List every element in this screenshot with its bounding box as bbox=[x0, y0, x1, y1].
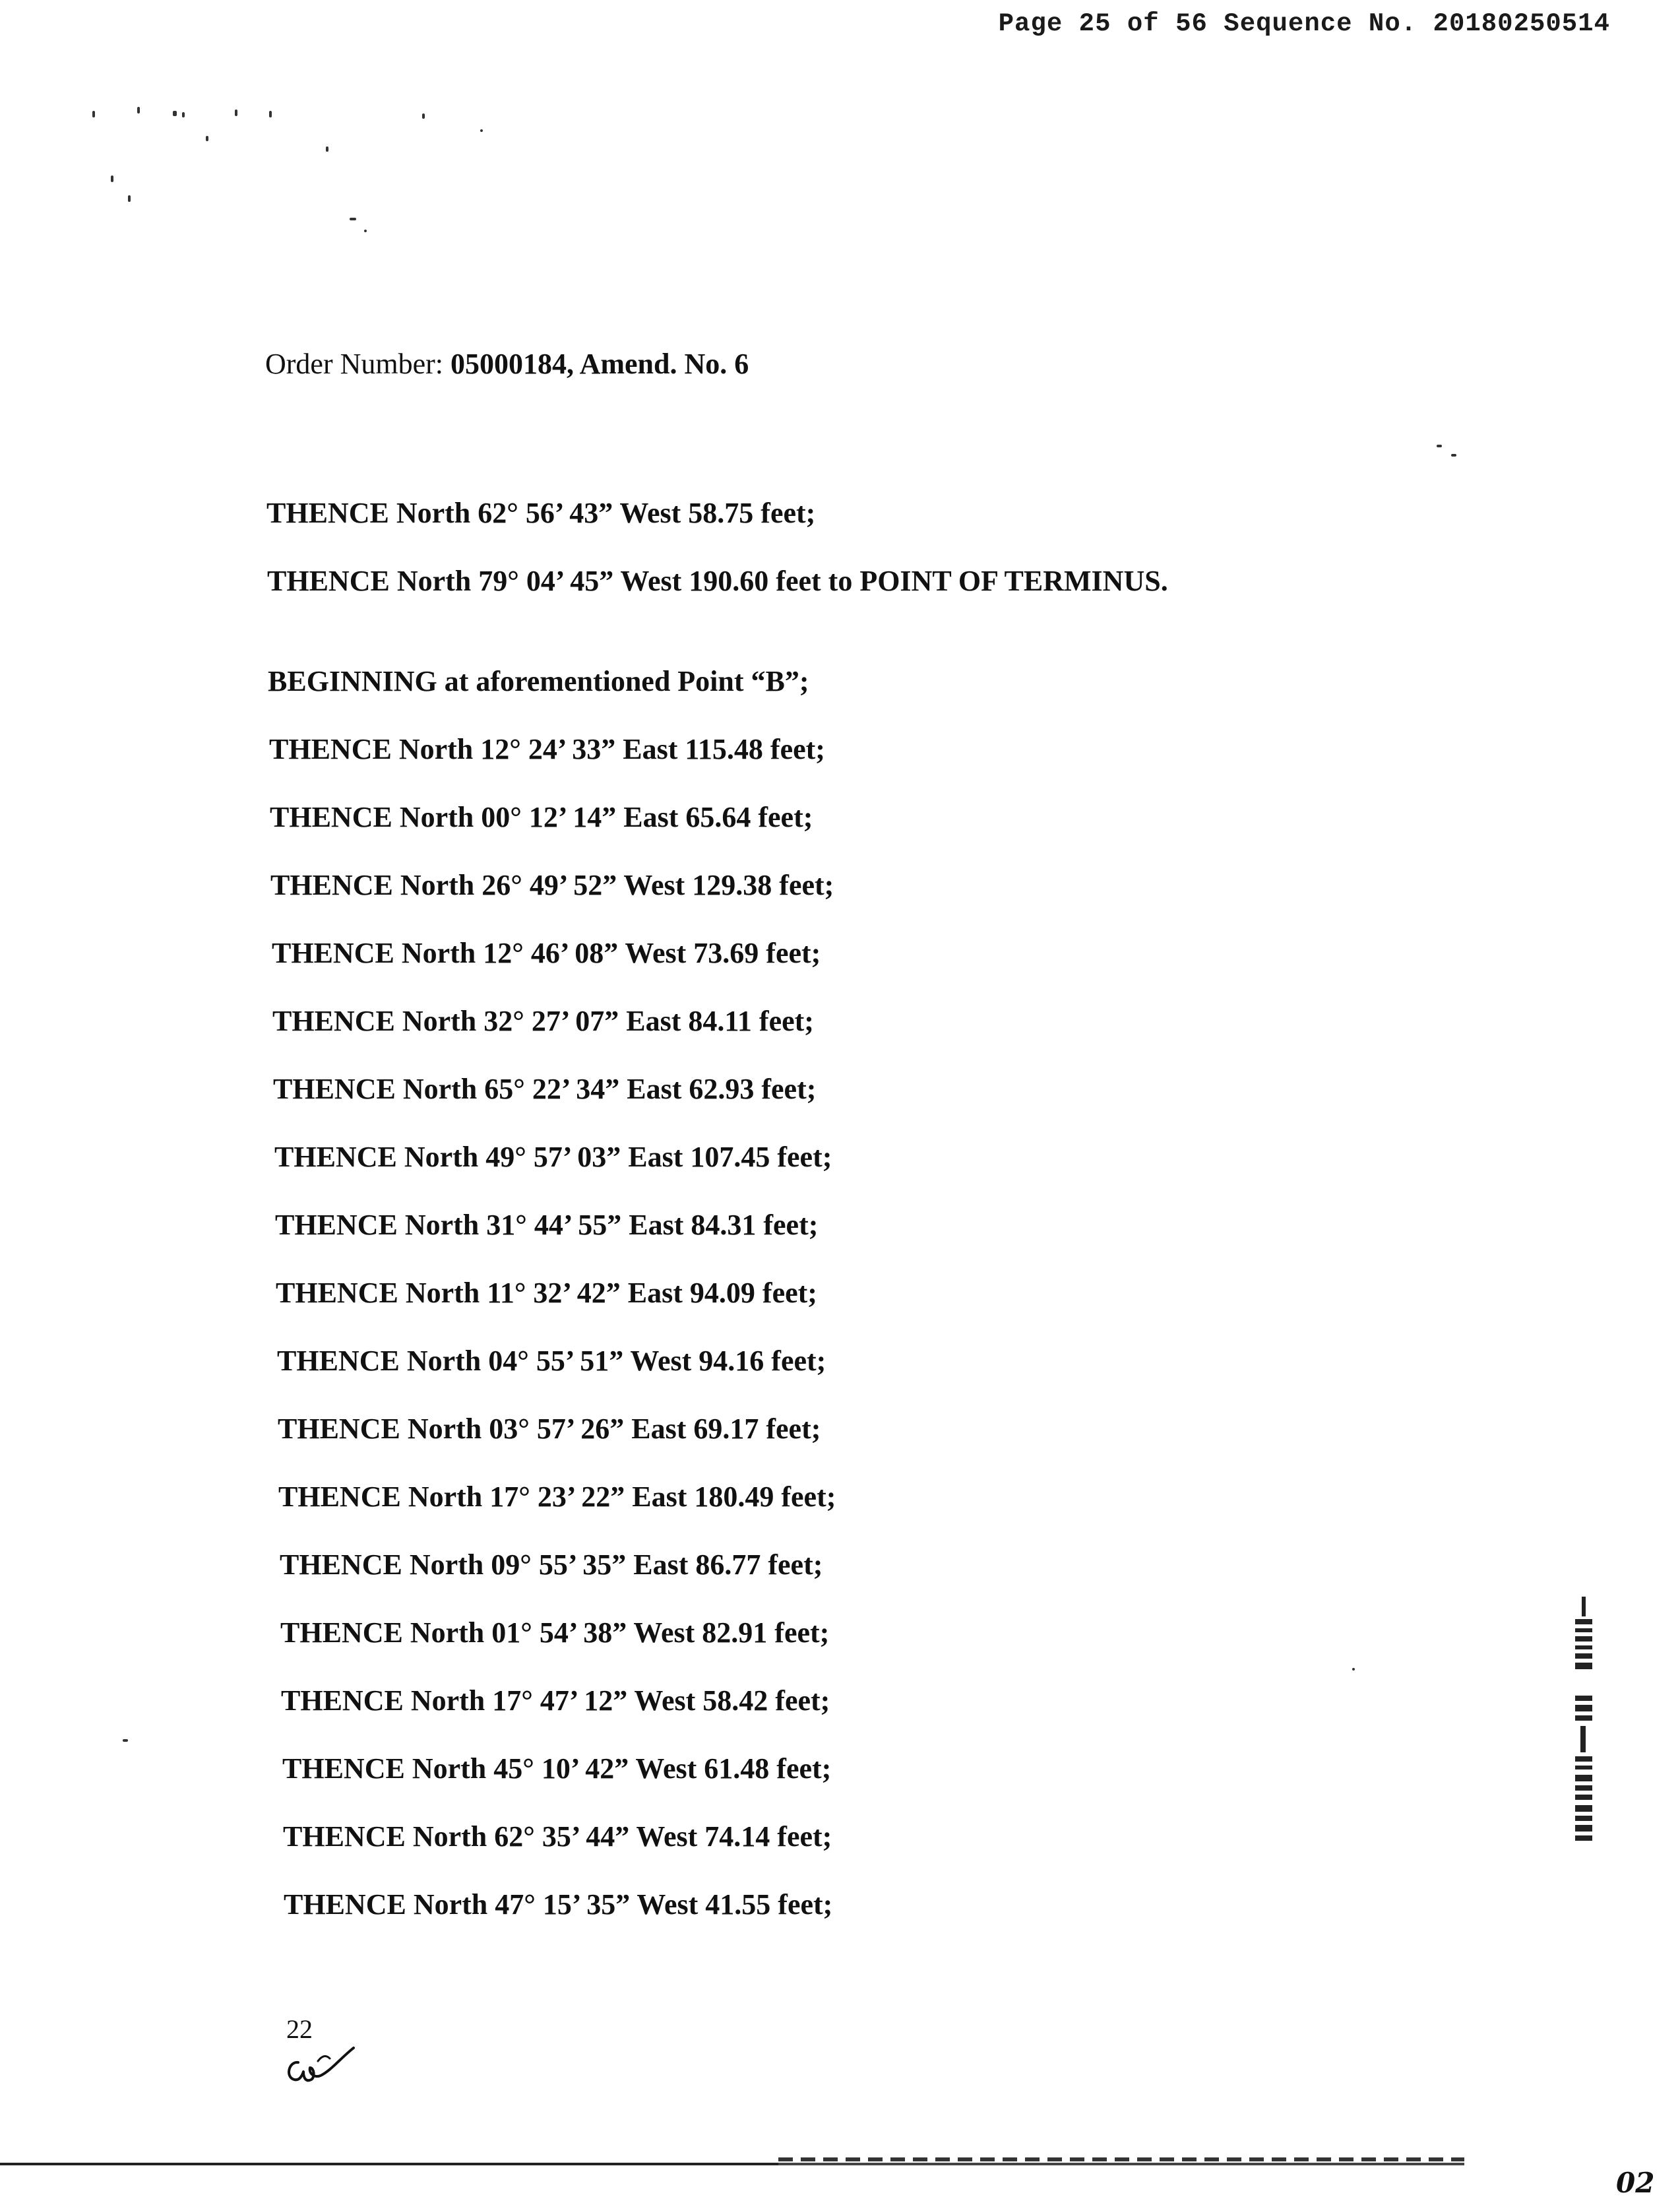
page-sequence-header: Page 25 of 56 Sequence No. 20180250514 bbox=[998, 9, 1610, 38]
page-number: 22 bbox=[286, 2014, 313, 2044]
bottom-dashed-rule bbox=[778, 2157, 1464, 2161]
legal-description-line: THENCE North 47° 15’ 35” West 41.55 feet; bbox=[284, 1888, 833, 1921]
legal-description-line: THENCE North 79° 04’ 45” West 190.60 feet to POINT OF TERMINUS. bbox=[267, 565, 1168, 597]
legal-description-line: THENCE North 45° 10’ 42” West 61.48 feet; bbox=[282, 1752, 832, 1785]
legal-description-line: THENCE North 49° 57’ 03” East 107.45 feet; bbox=[274, 1141, 832, 1173]
legal-description-line: THENCE North 04° 55’ 51” West 94.16 feet; bbox=[277, 1345, 826, 1377]
legal-description-line: BEGINNING at aforementioned Point “B”; bbox=[268, 665, 809, 697]
corner-mark: 02 bbox=[1616, 2167, 1655, 2199]
legal-description-line: THENCE North 12° 46’ 08” West 73.69 feet; bbox=[272, 937, 821, 969]
legal-description-line: THENCE North 03° 57’ 26” East 69.17 feet; bbox=[278, 1413, 821, 1445]
legal-description-line: THENCE North 09° 55’ 35” East 86.77 feet; bbox=[280, 1548, 823, 1581]
legal-description-line: THENCE North 01° 54’ 38” West 82.91 feet; bbox=[280, 1616, 830, 1649]
order-number bbox=[265, 347, 749, 381]
legal-description-line: THENCE North 62° 35’ 44” West 74.14 feet; bbox=[283, 1820, 832, 1853]
legal-description-line: THENCE North 17° 23’ 22” East 180.49 feet; bbox=[278, 1481, 836, 1513]
legal-description-line: THENCE North 12° 24’ 33” East 115.48 feet; bbox=[269, 733, 825, 765]
order-number-label: Order Number: bbox=[265, 348, 444, 380]
side-recording-stamp bbox=[1570, 1597, 1599, 1854]
legal-description-line: THENCE North 62° 56’ 43” West 58.75 feet; bbox=[266, 497, 816, 529]
legal-description-line: THENCE North 31° 44’ 55” East 84.31 feet; bbox=[275, 1209, 819, 1241]
legal-description-line: THENCE North 17° 47’ 12” West 58.42 feet; bbox=[281, 1684, 830, 1717]
bottom-rule bbox=[0, 2163, 1464, 2165]
order-number-value: 05000184, Amend. No. 6 bbox=[451, 348, 749, 380]
legal-description-line: THENCE North 11° 32’ 42” East 94.09 feet; bbox=[276, 1277, 817, 1309]
legal-description-line: THENCE North 32° 27’ 07” East 84.11 feet; bbox=[272, 1005, 814, 1037]
legal-description-line: THENCE North 65° 22’ 34” East 62.93 feet; bbox=[273, 1073, 817, 1105]
handwritten-initials bbox=[280, 2039, 365, 2091]
legal-description-line: THENCE North 26° 49’ 52” West 129.38 feet; bbox=[270, 869, 834, 901]
legal-description-line: THENCE North 00° 12’ 14” East 65.64 feet; bbox=[270, 801, 813, 833]
